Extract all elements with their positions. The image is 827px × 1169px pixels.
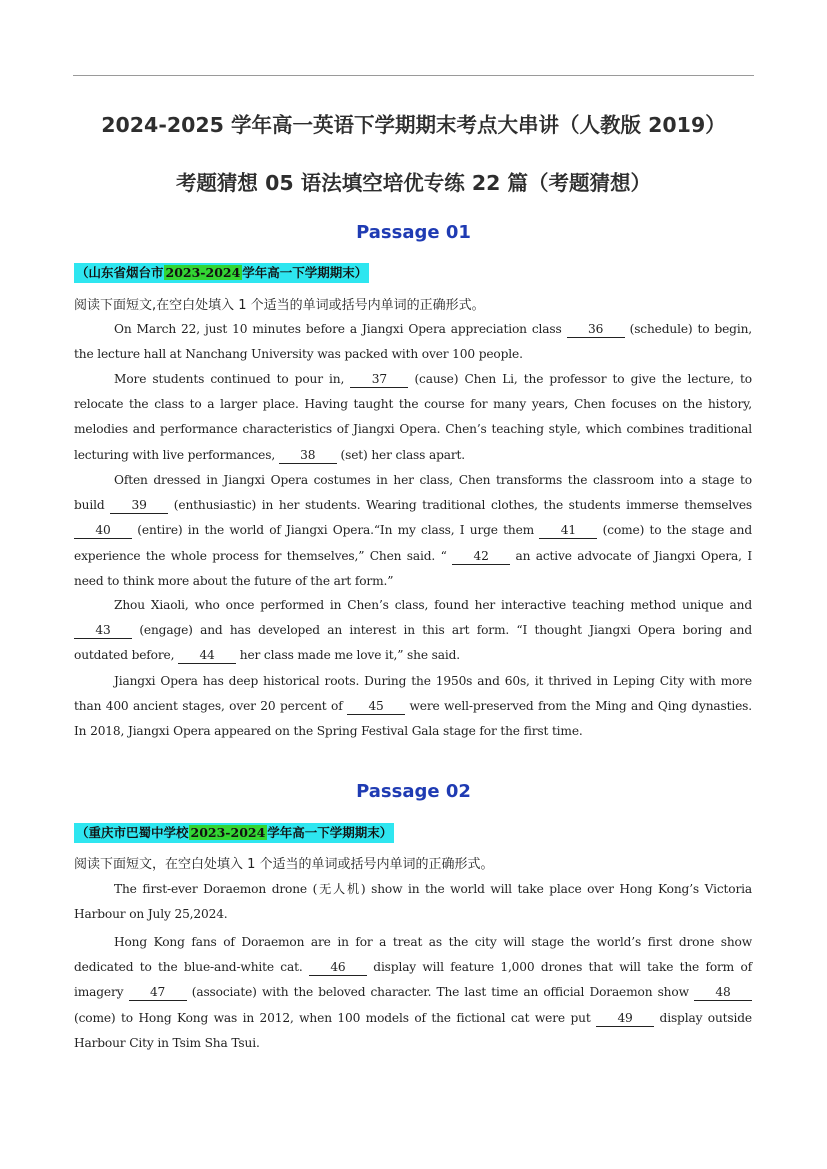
passage-text: (schedule) to begin, the lecture hall at Nanchang University was packed with over 100 people. — [74, 322, 752, 362]
passage-paragraph — [74, 468, 752, 594]
passage-text: The first-ever Doraemon drone (无人机) show in the world will take place over Hong Kong’s Victoria Harbour on July 25,2024. — [74, 882, 752, 922]
answer-blank[interactable]: 42 — [452, 548, 510, 565]
source-tag — [74, 823, 394, 843]
passage-text: (set) her class apart. — [336, 447, 466, 462]
passage-paragraph — [74, 593, 752, 669]
answer-blank[interactable]: 47 — [129, 984, 187, 1001]
source-prefix: （重庆市巴蜀中学校 — [76, 825, 189, 840]
instruction-text: 阅读下面短文,在空白处填入 1 个适当的单词或括号内单词的正确形式。 — [74, 298, 485, 313]
passage-paragraph — [74, 367, 752, 468]
passage-heading: Passage 02 — [356, 781, 471, 802]
passage-text: (entire) in the world of Jiangxi Opera.“In my class, I urge them — [132, 523, 540, 538]
passage-text: (cause) Chen Li, the professor to give the lecture, to relocate the class to a larger place. Having taught the course for many years, Chen focuses on the history, melodies and performance characteristics of Jiangxi Opera. Chen’s teaching style, which combines traditional lecturing with live performances, — [74, 372, 752, 462]
passage-text: her class made me love it,” she said. — [236, 648, 460, 663]
document-title: 2024-2025 学年高一英语下学期期末考点大串讲（人教版 2019） — [101, 113, 726, 137]
answer-blank[interactable]: 38 — [279, 447, 337, 464]
passage-text: (associate) with the beloved character. The last time an official Doraemon show — [186, 985, 695, 1000]
answer-blank[interactable]: 46 — [309, 959, 367, 976]
passage-text: (enthusiastic) in her students. Wearing traditional clothes, the students immerse themselves — [168, 498, 752, 513]
passage-text: display will feature 1,000 drones that will take the form of imagery — [74, 960, 752, 1000]
answer-blank[interactable]: 41 — [539, 522, 597, 539]
header-rule — [73, 75, 754, 76]
answer-blank[interactable]: 44 — [178, 647, 236, 664]
answer-blank[interactable]: 48 — [694, 984, 752, 1001]
passage-text: (come) to the stage and experience the whole process for themselves,” Chen said. “ — [74, 523, 753, 563]
passage-text: More students continued to pour in, — [114, 372, 351, 386]
answer-blank[interactable]: 45 — [347, 698, 405, 715]
passage-paragraph — [74, 877, 752, 927]
passage-paragraph — [74, 317, 752, 367]
document-subtitle: 考题猜想 05 语法填空培优专练 22 篇（考题猜想） — [175, 171, 652, 195]
source-suffix: 学年高一下学期期末） — [267, 825, 393, 840]
instruction-text: 阅读下面短文，在空白处填入 1 个适当的单词或括号内单词的正确形式。 — [74, 857, 494, 872]
source-suffix: 学年高一下学期期末） — [242, 265, 368, 280]
passage-text: Often dressed in Jiangxi Opera costumes in her class, Chen transforms the classroom into a stage to build — [74, 473, 752, 513]
source-year: 2023-2024 — [190, 825, 266, 840]
passage-text: On March 22, just 10 minutes before a Jiangxi Opera appreciation class — [114, 322, 567, 336]
passage-text: Jiangxi Opera has deep historical roots. During the 1950s and 60s, it thrived in Leping City with more than 400 ancient stages, over 20 percent of — [74, 674, 752, 714]
passage-text: an active advocate of Jiangxi Opera, I need to think more about the future of the art form.” — [74, 548, 752, 588]
answer-blank[interactable]: 40 — [74, 522, 132, 539]
answer-blank[interactable]: 39 — [110, 497, 168, 514]
answer-blank[interactable]: 36 — [567, 321, 625, 338]
passage-text: (engage) and has developed an interest in this art form. “I thought Jiangxi Opera boring and outdated before, — [74, 623, 752, 663]
source-prefix: （山东省烟台市 — [76, 265, 164, 280]
answer-blank[interactable]: 43 — [74, 622, 132, 639]
passage-text: Zhou Xiaoli, who once performed in Chen’s class, found her interactive teaching method unique and — [114, 598, 752, 612]
passage-text: Hong Kong fans of Doraemon are in for a treat as the city will stage the world’s first drone show dedicated to the blue-and-white cat. — [74, 935, 752, 975]
answer-blank[interactable]: 37 — [350, 371, 408, 388]
passage-text: (come) to Hong Kong was in 2012, when 100 models of the fictional cat were put — [74, 1010, 597, 1025]
passage-text: were well-preserved from the Ming and Qing dynasties. In 2018, Jiangxi Opera appeared on the Spring Festival Gala stage for the first time. — [74, 699, 752, 739]
passage-paragraph — [74, 669, 752, 745]
source-tag — [74, 263, 369, 283]
passage-paragraph — [74, 930, 752, 1056]
answer-blank[interactable]: 49 — [596, 1010, 654, 1027]
passage-text: display outside Harbour City in Tsim Sha Tsui. — [74, 1010, 752, 1050]
passage-heading: Passage 01 — [356, 222, 471, 243]
source-year: 2023-2024 — [165, 265, 241, 280]
